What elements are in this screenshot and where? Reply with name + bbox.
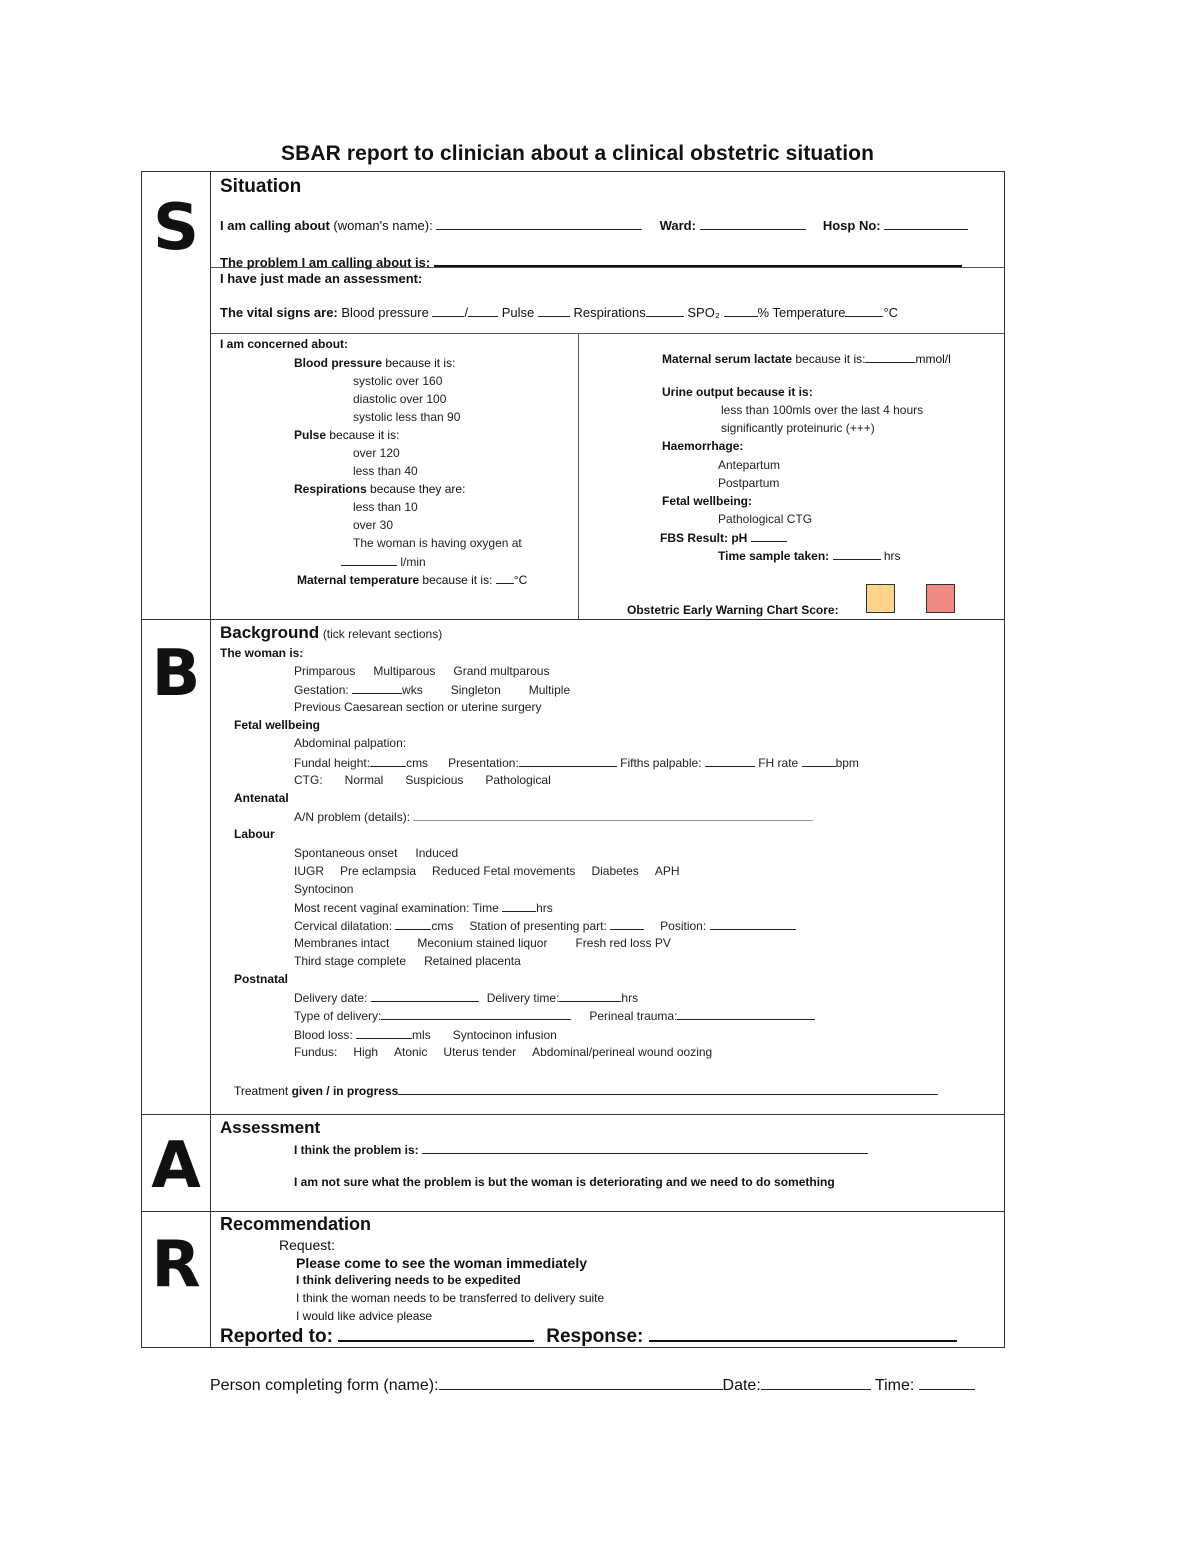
divider-vitals bbox=[210, 333, 1004, 334]
resp-because-label: because they are: bbox=[370, 482, 466, 496]
delivery-date-field[interactable] bbox=[371, 990, 479, 1002]
blood-loss-row bbox=[294, 1027, 557, 1042]
membranes-row bbox=[294, 936, 671, 950]
lactate-field[interactable] bbox=[865, 351, 915, 363]
cervical-cms-label: cms bbox=[431, 919, 454, 933]
induced-option[interactable]: Induced bbox=[415, 846, 459, 860]
aph-option[interactable]: APH bbox=[654, 864, 680, 878]
bp-item-2: diastolic over 100 bbox=[353, 392, 447, 406]
treatment-label: Treatment bbox=[234, 1084, 289, 1098]
assessment-made-label: I have just made an assessment: bbox=[220, 271, 423, 286]
lactate-because-label: because it is: bbox=[795, 352, 866, 366]
station-label: Station of presenting part: bbox=[469, 919, 607, 933]
womans-name-field[interactable] bbox=[436, 218, 642, 230]
iugr-option[interactable]: IUGR bbox=[294, 864, 324, 878]
haem-label: Haemorrhage: bbox=[662, 439, 744, 453]
letter-a: A bbox=[151, 1129, 201, 1203]
mls-label: mls bbox=[412, 1028, 431, 1042]
syntocinon-option[interactable]: Syntocinon bbox=[294, 882, 354, 896]
vaginal-exam-label: Most recent vaginal examination: Time bbox=[294, 901, 499, 915]
presentation-field[interactable] bbox=[519, 755, 617, 767]
ward-field[interactable] bbox=[700, 218, 806, 230]
fbs-label: FBS Result: pH bbox=[660, 531, 748, 545]
reported-to-label: Reported to: bbox=[220, 1326, 333, 1347]
spo2-label: SPO₂ bbox=[687, 305, 720, 320]
not-sure-option[interactable]: I am not sure what the problem is but the woman is deteriorating and we need to do something bbox=[294, 1175, 835, 1189]
mat-temp-unit: °C bbox=[513, 573, 528, 587]
letter-b: B bbox=[151, 637, 201, 711]
fetal-item-1: Pathological CTG bbox=[718, 512, 813, 526]
temperature-label: Temperature bbox=[772, 305, 846, 320]
fundal-row bbox=[294, 755, 859, 770]
fundus-atonic-option[interactable]: Atonic bbox=[394, 1045, 428, 1059]
vital-signs-row bbox=[220, 305, 898, 320]
fetal-wellbeing-label: Fetal wellbeing bbox=[234, 718, 321, 732]
diabetes-option[interactable]: Diabetes bbox=[591, 864, 639, 878]
deg-c-label: °C bbox=[883, 305, 899, 320]
pulse-because-label: because it is: bbox=[329, 428, 400, 442]
woman-is-label: The woman is: bbox=[220, 646, 304, 660]
third-stage-option[interactable]: Third stage complete bbox=[294, 954, 407, 968]
assessment-heading: Assessment bbox=[220, 1118, 321, 1137]
calling-about-label: I am calling about bbox=[220, 218, 330, 233]
vaginal-hrs-label: hrs bbox=[536, 901, 553, 915]
l-min-label: l/min bbox=[400, 555, 426, 569]
delivery-date-row bbox=[294, 990, 638, 1005]
resp-concern-label: Respirations bbox=[294, 482, 367, 496]
divider-concerns-columns bbox=[578, 333, 579, 619]
footer-row bbox=[210, 1375, 975, 1395]
mat-temp-field[interactable] bbox=[496, 572, 514, 584]
mews-amber-box[interactable] bbox=[866, 584, 895, 613]
treatment-row bbox=[234, 1083, 938, 1098]
an-problem-label: A/N problem (details): bbox=[294, 810, 411, 824]
antenatal-label: Antenatal bbox=[234, 791, 289, 805]
multiparous-option[interactable]: Multiparous bbox=[373, 664, 436, 678]
time-sample-hrs: hrs bbox=[883, 549, 901, 563]
pulse-concern-row bbox=[294, 428, 399, 442]
ctg-pathological-option[interactable]: Pathological bbox=[485, 773, 551, 787]
vaginal-exam-row bbox=[294, 900, 553, 915]
risk-row bbox=[294, 864, 680, 878]
resp-concern-row bbox=[294, 482, 465, 496]
request-item-2[interactable]: I think delivering needs to be expedited bbox=[296, 1273, 521, 1287]
third-stage-row bbox=[294, 954, 521, 968]
bp-concern-row bbox=[294, 356, 455, 370]
pulse-field[interactable] bbox=[538, 305, 570, 317]
response-label: Response: bbox=[546, 1326, 644, 1347]
mat-temp-label: Maternal temperature bbox=[297, 573, 420, 587]
cervical-label: Cervical dilatation: bbox=[294, 919, 393, 933]
think-label: I think the problem is: bbox=[294, 1143, 419, 1157]
mat-temp-because-label: because it is: bbox=[422, 573, 493, 587]
ctg-label: CTG: bbox=[294, 773, 323, 787]
delivery-hrs-label: hrs bbox=[621, 991, 639, 1005]
bp-label: Blood pressure bbox=[341, 305, 429, 320]
mat-temp-row bbox=[297, 572, 527, 587]
primiparous-option[interactable]: Primparous bbox=[294, 664, 356, 678]
resp-item-1: less than 10 bbox=[353, 500, 418, 514]
reported-to-field[interactable] bbox=[338, 1326, 534, 1342]
divider-assessment-recommendation bbox=[142, 1211, 1004, 1212]
haem-item-2: Postpartum bbox=[718, 476, 780, 490]
fbs-row bbox=[660, 530, 787, 545]
hosp-no-label: Hosp No: bbox=[822, 218, 881, 233]
pulse-item-1: over 120 bbox=[353, 446, 400, 460]
bp-item-3: systolic less than 90 bbox=[353, 410, 461, 424]
urine-item-2: significantly proteinuric (+++) bbox=[721, 421, 875, 435]
think-row bbox=[294, 1142, 868, 1157]
bp-diastolic-field[interactable] bbox=[468, 305, 498, 317]
presentation-label: Presentation: bbox=[448, 756, 519, 770]
respirations-label: Respirations bbox=[573, 305, 646, 320]
fundal-height-field[interactable] bbox=[370, 755, 406, 767]
reported-row bbox=[220, 1326, 957, 1348]
sbar-form bbox=[141, 171, 1005, 1348]
retained-placenta-option[interactable]: Retained placenta bbox=[424, 954, 521, 968]
person-field[interactable] bbox=[439, 1375, 723, 1390]
letter-s: S bbox=[152, 191, 200, 265]
letter-column-divider bbox=[210, 172, 211, 1347]
respirations-field[interactable] bbox=[646, 305, 684, 317]
station-field[interactable] bbox=[610, 918, 644, 930]
tick-note: (tick relevant sections) bbox=[322, 627, 443, 641]
pulse-concern-label: Pulse bbox=[294, 428, 327, 442]
fifths-label: Fifths palpable: bbox=[620, 756, 702, 770]
request-item-3[interactable] bbox=[296, 1291, 604, 1305]
gestation-field[interactable] bbox=[352, 682, 402, 694]
type-delivery-field[interactable] bbox=[381, 1008, 571, 1020]
cervical-field[interactable] bbox=[395, 918, 431, 930]
problem-label: The problem I am calling about is: bbox=[220, 255, 431, 270]
perineal-label: Perineal trauma: bbox=[589, 1009, 678, 1023]
fbs-field[interactable] bbox=[751, 530, 787, 542]
reduced-fetal-movements-option[interactable]: Reduced Fetal movements bbox=[432, 864, 576, 878]
fifths-field[interactable] bbox=[705, 755, 755, 767]
date-field[interactable] bbox=[761, 1375, 871, 1390]
fh-rate-label: FH rate bbox=[758, 756, 799, 770]
request-item-1[interactable]: Please come to see the woman immediately bbox=[296, 1255, 588, 1271]
time-sample-field[interactable] bbox=[833, 548, 881, 560]
request-label: Request: bbox=[279, 1237, 336, 1253]
type-delivery-row bbox=[294, 1008, 815, 1023]
bpm-label: bpm bbox=[835, 756, 859, 770]
blood-loss-field[interactable] bbox=[356, 1027, 412, 1039]
background-heading-row bbox=[220, 623, 442, 643]
think-field[interactable] bbox=[422, 1142, 868, 1154]
vaginal-exam-field[interactable] bbox=[502, 900, 536, 912]
fundus-label: Fundus: bbox=[294, 1045, 338, 1059]
ctg-row bbox=[294, 773, 551, 787]
response-field[interactable] bbox=[649, 1326, 957, 1342]
haem-item-1: Antepartum bbox=[718, 458, 781, 472]
page-title: SBAR report to clinician about a clinical obstetric situation bbox=[280, 142, 875, 165]
calling-about-row bbox=[220, 218, 968, 233]
time-sample-row bbox=[718, 548, 901, 563]
gestation-label: Gestation: bbox=[294, 683, 349, 697]
lactate-unit: mmol/l bbox=[915, 352, 951, 366]
concerned-label: I am concerned about: bbox=[220, 337, 349, 351]
urine-item-1: less than 100mls over the last 4 hours bbox=[721, 403, 924, 417]
person-label: Person completing form (name): bbox=[210, 1377, 439, 1394]
letter-r: R bbox=[151, 1228, 201, 1302]
vital-signs-label: The vital signs are: bbox=[220, 305, 338, 320]
parity-row bbox=[294, 664, 549, 678]
grand-multiparous-option[interactable]: Grand multparous bbox=[453, 664, 550, 678]
time-label: Time: bbox=[874, 1377, 915, 1394]
fetal-label: Fetal wellbeing: bbox=[662, 494, 753, 508]
cms-label: cms bbox=[406, 756, 429, 770]
background-heading: Background bbox=[220, 623, 320, 642]
treatment-bold-label: given / in progress bbox=[291, 1084, 399, 1098]
labour-label: Labour bbox=[234, 827, 275, 841]
temperature-field[interactable] bbox=[845, 305, 883, 317]
lactate-row bbox=[662, 351, 951, 366]
delivery-date-label: Delivery date: bbox=[294, 991, 368, 1005]
ctg-normal-option[interactable]: Normal bbox=[344, 773, 384, 787]
delivery-time-label: Delivery time: bbox=[486, 991, 560, 1005]
ward-label: Ward: bbox=[659, 218, 696, 233]
fh-rate-field[interactable] bbox=[802, 755, 836, 767]
ctg-suspicious-option[interactable]: Suspicious bbox=[405, 773, 464, 787]
resp-item-2: over 30 bbox=[353, 518, 394, 532]
position-field[interactable] bbox=[710, 918, 796, 930]
urine-label: Urine output because it is: bbox=[662, 385, 813, 399]
time-field[interactable] bbox=[919, 1375, 975, 1390]
an-problem-field[interactable] bbox=[413, 809, 813, 821]
postnatal-label: Postnatal bbox=[234, 972, 289, 986]
divider-situation-background bbox=[142, 619, 1004, 620]
percent-label: % bbox=[757, 305, 770, 320]
bp-because-label: because it is: bbox=[385, 356, 456, 370]
oxygen-field[interactable] bbox=[341, 554, 397, 566]
blood-loss-label: Blood loss: bbox=[294, 1028, 353, 1042]
bp-systolic-field[interactable] bbox=[432, 305, 464, 317]
delivery-time-field[interactable] bbox=[559, 990, 621, 1002]
date-label: Date: bbox=[722, 1377, 761, 1394]
fresh-red-option[interactable]: Fresh red loss PV bbox=[575, 936, 671, 950]
lactate-label: Maternal serum lactate bbox=[662, 352, 793, 366]
pulse-item-2: less than 40 bbox=[353, 464, 418, 478]
synto-infusion-option[interactable]: Syntocinon infusion bbox=[452, 1028, 557, 1042]
perineal-field[interactable] bbox=[677, 1008, 815, 1020]
divider-background-assessment bbox=[142, 1114, 1004, 1115]
mews-label: Obstetric Early Warning Chart Score: bbox=[627, 603, 839, 617]
oxygen-row bbox=[341, 554, 426, 569]
problem-field[interactable] bbox=[434, 251, 962, 267]
singleton-option[interactable]: Singleton bbox=[450, 683, 501, 697]
wound-oozing-option[interactable]: Abdominal/perineal wound oozing bbox=[532, 1045, 713, 1059]
situation-heading: Situation bbox=[220, 176, 302, 197]
abdominal-label: Abdominal palpation: bbox=[294, 736, 407, 750]
pre-eclampsia-option[interactable]: Pre eclampsia bbox=[340, 864, 417, 878]
uterus-tender-option[interactable]: Uterus tender bbox=[443, 1045, 517, 1059]
womans-name-label: (woman's name): bbox=[333, 218, 433, 233]
onset-row bbox=[294, 846, 458, 860]
gestation-row bbox=[294, 682, 570, 697]
problem-row bbox=[220, 251, 962, 270]
fundus-row bbox=[294, 1045, 712, 1059]
cervical-row bbox=[294, 918, 796, 933]
previous-cs-option[interactable]: Previous Caesarean section or uterine surgery bbox=[294, 700, 542, 714]
meconium-option[interactable]: Meconium stained liquor bbox=[417, 936, 548, 950]
fundus-high-option[interactable]: High bbox=[353, 1045, 379, 1059]
resp-item-3: The woman is having oxygen at bbox=[353, 536, 522, 550]
membranes-option[interactable]: Membranes intact bbox=[294, 936, 390, 950]
request-item-4[interactable]: I would like advice please bbox=[296, 1309, 433, 1323]
recommendation-heading: Recommendation bbox=[220, 1214, 372, 1234]
hosp-no-field[interactable] bbox=[884, 218, 968, 230]
type-delivery-label: Type of delivery: bbox=[294, 1009, 382, 1023]
wks-label: wks bbox=[402, 683, 423, 697]
treatment-field[interactable] bbox=[398, 1083, 938, 1095]
bp-item-1: systolic over 160 bbox=[353, 374, 443, 388]
fundal-height-label: Fundal height: bbox=[294, 756, 371, 770]
time-sample-label: Time sample taken: bbox=[718, 549, 830, 563]
request-item-3-label: I think the woman needs to be transferred to delivery suite bbox=[296, 1291, 605, 1305]
spo2-field[interactable] bbox=[724, 305, 758, 317]
bp-slash: / bbox=[464, 305, 469, 320]
position-label: Position: bbox=[660, 919, 707, 933]
an-problem-row bbox=[294, 809, 813, 824]
pulse-label: Pulse bbox=[501, 305, 535, 320]
spontaneous-option[interactable]: Spontaneous onset bbox=[294, 846, 398, 860]
bp-concern-label: Blood pressure bbox=[294, 356, 383, 370]
mews-red-box[interactable] bbox=[926, 584, 955, 613]
multiple-option[interactable]: Multiple bbox=[528, 683, 571, 697]
